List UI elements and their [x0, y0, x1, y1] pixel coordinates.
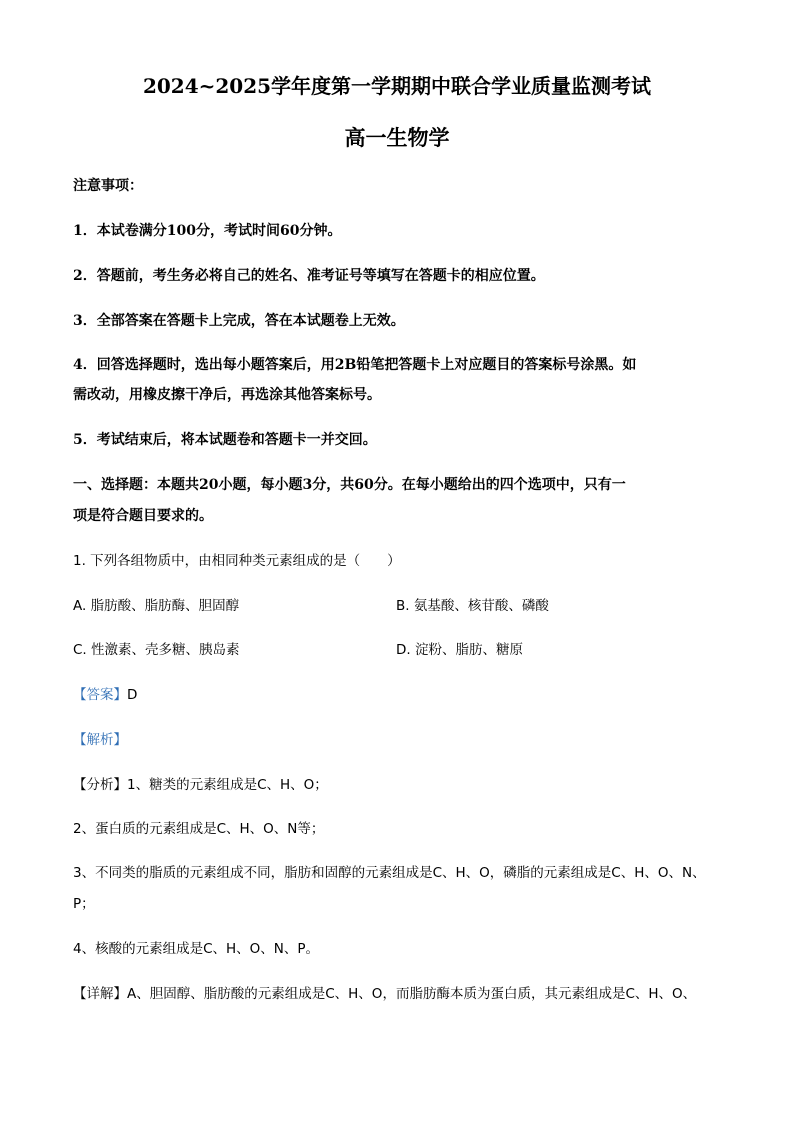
- detail-tag: 【详解】: [73, 986, 127, 1002]
- analysis-line: 2、蛋白质的元素组成是C、H、O、N等；: [73, 821, 325, 837]
- section-heading-cont: 项是符合题目要求的。: [73, 508, 213, 524]
- notice-item: 5．考试结束后，将本试题卷和答题卡一并交回。: [73, 432, 377, 448]
- question-stem: 1. 下列各组物质中，由相同种类元素组成的是（ ）: [73, 553, 401, 569]
- detail-text: A、胆固醇、脂肪酸的元素组成是C、H、O，而脂肪酶本质为蛋白质，其元素组成是C、H、O、: [127, 986, 697, 1002]
- notice-item: 3．全部答案在答题卡上完成，答在本试题卷上无效。: [73, 313, 405, 329]
- notice-item: 1．本试卷满分100分，考试时间60分钟。: [73, 223, 342, 239]
- analysis-label: 【解析】: [73, 732, 127, 748]
- notice-heading: 注意事项：: [73, 178, 143, 194]
- answer-value: D: [127, 687, 138, 703]
- option-d: D. 淀粉、脂肪、糖原: [396, 642, 523, 658]
- notice-item: 4．回答选择题时，选出每小题答案后，用2B铅笔把答题卡上对应题目的答案标号涂黑。如: [73, 357, 637, 373]
- analysis-line: P；: [73, 896, 95, 912]
- notice-item: 2．答题前，考生务必将自己的姓名、准考证号等填写在答题卡的相应位置。: [73, 268, 545, 284]
- analysis-tag: 【分析】: [73, 777, 127, 793]
- detail-line: [73, 985, 696, 1003]
- answer-label: 【答案】: [73, 687, 127, 703]
- option-a: A. 脂肪酸、脂肪酶、胆固醇: [73, 598, 240, 614]
- section-heading: 一、选择题：本题共20小题，每小题3分，共60分。在每小题给出的四个选项中，只有一: [73, 477, 626, 493]
- analysis-line: [73, 776, 328, 794]
- answer-line: [73, 686, 137, 704]
- exam-title: 2024~2025学年度第一学期期中联合学业质量监测考试: [142, 74, 652, 98]
- option-c: C. 性激素、壳多糖、胰岛素: [73, 642, 240, 658]
- notice-item: 需改动，用橡皮擦干净后，再选涂其他答案标号。: [73, 387, 381, 403]
- subject-title: 高一生物学: [344, 125, 450, 150]
- analysis-line: 4、核酸的元素组成是C、H、O、N、P。: [73, 941, 320, 957]
- analysis-text: 1、糖类的元素组成是C、H、O；: [127, 777, 328, 793]
- option-b: B. 氨基酸、核苷酸、磷酸: [396, 598, 549, 614]
- analysis-line: 3、不同类的脂质的元素组成不同，脂肪和固醇的元素组成是C、H、O，磷脂的元素组成是C、H、O、N、: [73, 865, 706, 881]
